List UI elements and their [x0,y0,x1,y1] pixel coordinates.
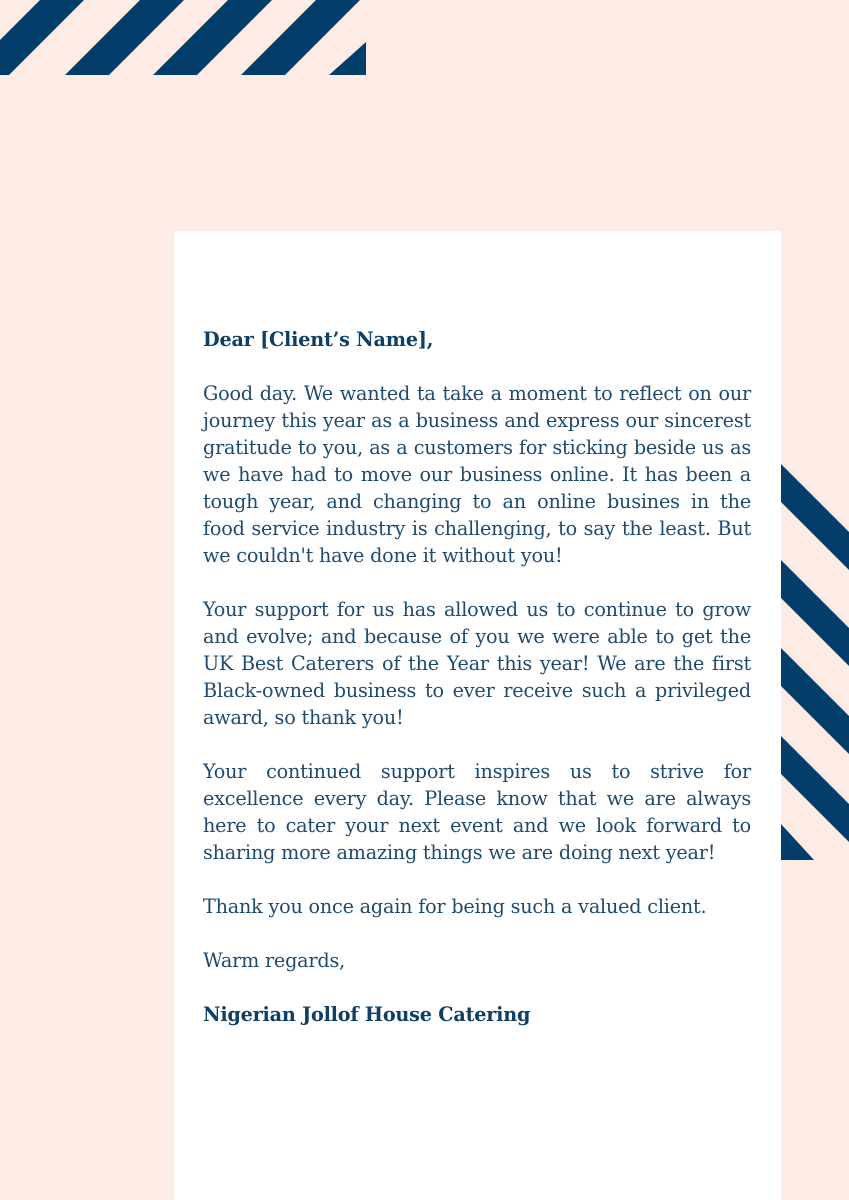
signature: Nigerian Jollof House Catering [203,1003,531,1026]
letter-body [203,326,751,1055]
stripe [781,824,814,860]
sign-off: Warm regards, [203,949,346,972]
stripe [781,736,849,842]
letter-card [174,231,781,1200]
stripe [781,464,849,570]
decorative-stripes-right [781,462,849,860]
stripe [0,0,84,75]
salutation: Dear [Client’s Name], [203,328,434,351]
stripe [329,42,366,75]
letter-paragraph-2: Your support for us has allowed us to continue to grow and evolve; and because of you we were able to get the UK Best Caterers of the Year this year! We are the first Black-owned business to ever receive such a privileged award, so thank you! [203,598,751,729]
stripe [781,560,849,666]
stripe [781,648,849,754]
letter-paragraph-1: Good day. We wanted ta take a moment to reflect on our journey this year as a business and express our sincerest gratitude to you, as a customers for sticking beside us as we have had to move our business online. It has been a tough year, and changing to an online busines in the food service industry is challenging, to say the least. But we couldn't have done it without you! [203,382,751,567]
letter-paragraph-3: Your continued support inspires us to strive for excellence every day. Please know that we are always here to cater your next event and we look forward to sharing more amazing things we are doing next year! [203,760,751,864]
closing-thanks: Thank you once again for being such a valued client. [203,895,707,918]
decorative-stripes-top [0,0,366,75]
